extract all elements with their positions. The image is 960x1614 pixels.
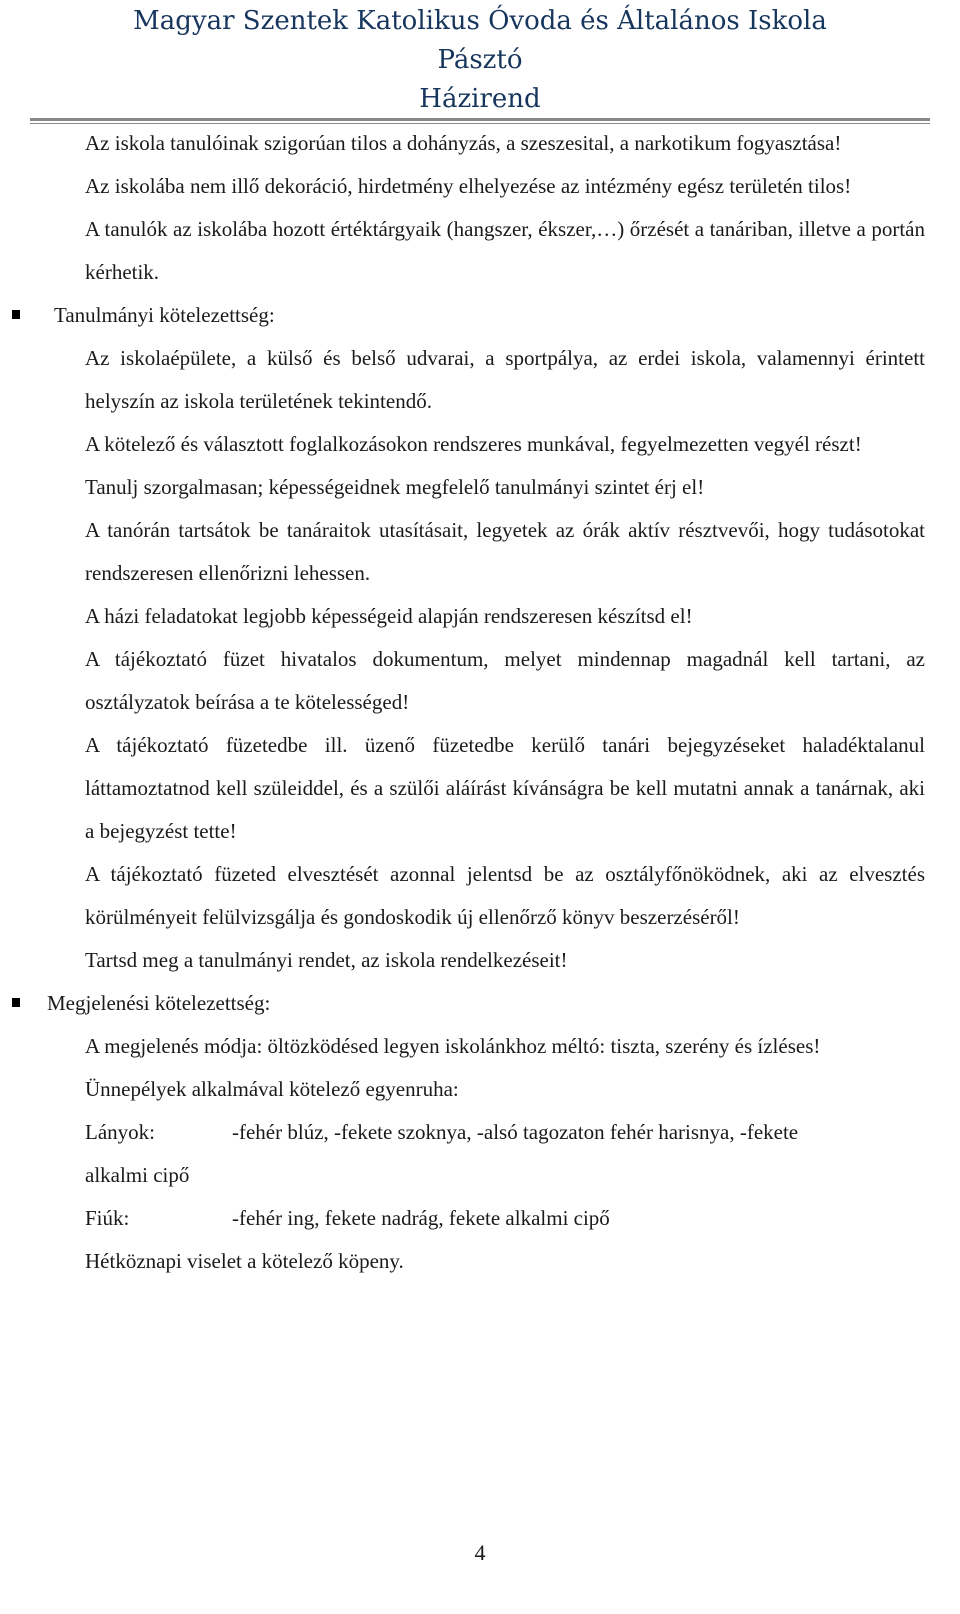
paragraph: Tartsd meg a tanulmányi rendet, az iskola rendelkezéseit! — [85, 948, 568, 972]
paragraph: Ünnepélyek alkalmával kötelező egyenruha: — [85, 1077, 459, 1101]
paragraph: A megjelenés módja: öltözködésed legyen iskolánkhoz méltó: tiszta, szerény és ízléses! — [85, 1034, 821, 1058]
paragraph: A házi feladatokat legjobb képességeid alapján rendszeresen készítsd el! — [85, 604, 693, 628]
page-header — [0, 0, 960, 119]
document-body — [0, 122, 960, 1283]
section-heading-label: Megjelenési kötelezettség: — [47, 991, 271, 1015]
uniform-girls-row — [85, 1111, 925, 1154]
uniform-girls-label: Lányok: — [85, 1120, 155, 1144]
header-school-name: Magyar Szentek Katolikus Óvoda és Általános Iskola — [133, 6, 827, 36]
section-heading-label: Tanulmányi kötelezettség: — [54, 303, 275, 327]
paragraph: Hétköznapi viselet a kötelező köpeny. — [85, 1249, 404, 1273]
paragraph: A tanulók az iskolába hozott értéktárgyaik (hangszer, ékszer,…) őrzését a tanáriban, illetve a portán kérhetik. — [85, 217, 925, 284]
paragraph: A tájékoztató füzetedbe ill. üzenő füzetedbe kerülő tanári bejegyzéseket haladéktalanul láttamoztatnod kell szüleiddel, és a szülői aláírást kívánságra be kell mutatni annak a tanárnak, aki a bejegyzést tette! — [85, 733, 925, 843]
paragraph: A kötelező és választott foglalkozásokon rendszeres munkával, fegyelmezetten vegyél részt! — [85, 432, 862, 456]
paragraph: A tanórán tartsátok be tanáraitok utasításait, legyetek az órák aktív résztvevői, hogy tudásotokat rendszeresen ellenőrizni lehessen. — [85, 518, 925, 585]
square-bullet-icon — [12, 310, 20, 319]
page-number: 4 — [474, 1540, 486, 1565]
paragraph: Az iskola tanulóinak szigorúan tilos a dohányzás, a szeszesital, a narkotikum fogyasztása! — [85, 131, 842, 155]
paragraph: A tájékoztató füzeted elvesztését azonnal jelentsd be az osztályfőnöködnek, aki az elvesztés körülményeit felülvizsgálja és gondoskodik új ellenőrző könyv beszerzéséről! — [85, 862, 925, 929]
section-heading-appearance-obligation — [0, 982, 925, 1025]
paragraph: Az iskolába nem illő dekoráció, hirdetmény elhelyezése az intézmény egész területén tilos! — [85, 174, 852, 198]
uniform-boys-value: -fehér ing, fekete nadrág, fekete alkalmi cipő — [232, 1206, 610, 1230]
paragraph: Az iskolaépülete, a külső és belső udvarai, a sportpálya, az erdei iskola, valamennyi érintett helyszín az iskola területének tekintendő. — [85, 346, 925, 413]
section-heading-study-obligation — [0, 294, 925, 337]
uniform-girls-value: -fehér blúz, -fekete szoknya, -alsó tagozaton fehér harisnya, -fekete — [232, 1120, 799, 1144]
uniform-boys-row — [85, 1197, 925, 1240]
paragraph: A tájékoztató füzet hivatalos dokumentum, melyet mindennap magadnál kell tartani, az osztályzatok beírása a te kötelességed! — [85, 647, 925, 714]
uniform-girls-continuation: alkalmi cipő — [85, 1163, 190, 1187]
header-city: Pásztó — [437, 45, 523, 75]
header-document-title: Házirend — [419, 84, 541, 114]
uniform-boys-label: Fiúk: — [85, 1206, 130, 1230]
square-bullet-icon — [12, 998, 20, 1007]
paragraph: Tanulj szorgalmasan; képességeidnek megfelelő tanulmányi szintet érj el! — [85, 475, 705, 499]
